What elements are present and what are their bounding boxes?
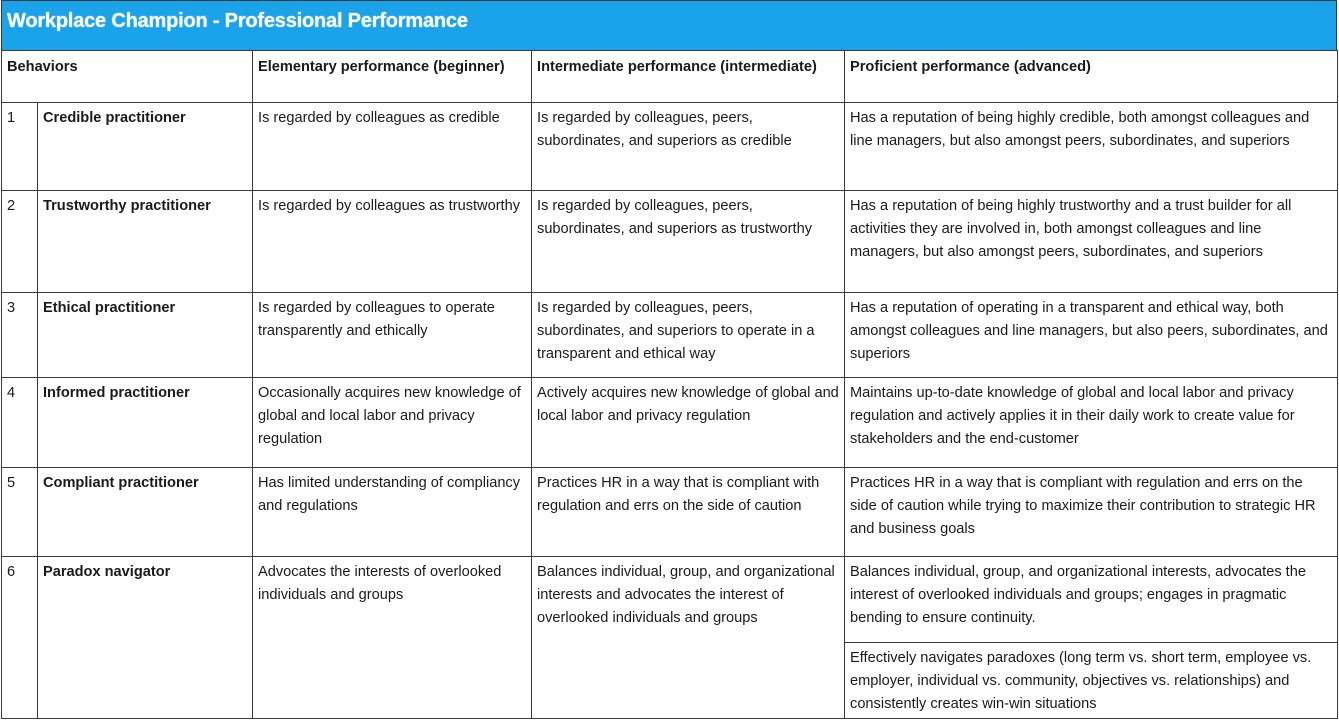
elementary-cell: Advocates the interests of overlooked individuals and groups [253,557,532,719]
row-number: 4 [2,378,38,468]
performance-sheet [1,0,1337,719]
proficient-cell: Has a reputation of being highly trustworthy and a trust builder for all activities they are involved in, both amongst colleagues and line managers, but also amongst peers, subordinates, and superiors [845,191,1338,293]
table-row [2,378,1338,468]
proficient-cell: Has a reputation of being highly credible, both amongst colleagues and line managers, but also amongst peers, subordinates, and superiors [845,103,1338,191]
behavior-name: Compliant practitioner [38,468,253,557]
intermediate-cell: Is regarded by colleagues, peers, subordinates, and superiors as credible [532,103,845,191]
table-row [2,468,1338,557]
proficient-cell: Balances individual, group, and organizational interests, advocates the interest of overlooked individuals and groups; engages in pragmatic bending to ensure continuity. [845,557,1338,643]
intermediate-cell: Is regarded by colleagues, peers, subordinates, and superiors as trustworthy [532,191,845,293]
row-number: 5 [2,468,38,557]
elementary-cell: Occasionally acquires new knowledge of global and local labor and privacy regulation [253,378,532,468]
elementary-cell: Has limited understanding of compliancy and regulations [253,468,532,557]
behavior-name: Trustworthy practitioner [38,191,253,293]
row-number: 1 [2,103,38,191]
intermediate-cell: Is regarded by colleagues, peers, subordinates, and superiors to operate in a transparent and ethical way [532,293,845,378]
behavior-name: Credible practitioner [38,103,253,191]
proficient-extra-cell: Effectively navigates paradoxes (long term vs. short term, employee vs. employer, individual vs. community, objectives vs. relationships) and consistently creates win-win situations [845,643,1338,719]
proficient-cell: Has a reputation of operating in a transparent and ethical way, both amongst colleagues and line managers, but also peers, subordinates, and superiors [845,293,1338,378]
row-number: 2 [2,191,38,293]
proficient-cell: Maintains up-to-date knowledge of global and local labor and privacy regulation and actively applies it in their daily work to create value for stakeholders and the end-customer [845,378,1338,468]
title-bar [1,0,1337,50]
intermediate-cell: Practices HR in a way that is compliant with regulation and errs on the side of caution [532,468,845,557]
behavior-name: Ethical practitioner [38,293,253,378]
row-number: 6 [2,557,38,719]
behavior-name: Paradox navigator [38,557,253,719]
table-row [2,557,1338,643]
table-row [2,103,1338,191]
performance-table [1,50,1338,719]
elementary-cell: Is regarded by colleagues as credible [253,103,532,191]
table-row [2,191,1338,293]
row-number: 3 [2,293,38,378]
header-proficient: Proficient performance (advanced) [845,51,1338,103]
sheet-title: Workplace Champion - Professional Performance [7,10,468,32]
header-intermediate: Intermediate performance (intermediate) [532,51,845,103]
table-row [2,293,1338,378]
header-row [2,51,1338,103]
intermediate-cell: Balances individual, group, and organizational interests and advocates the interest of overlooked individuals and groups [532,557,845,719]
header-elementary: Elementary performance (beginner) [253,51,532,103]
intermediate-cell: Actively acquires new knowledge of global and local labor and privacy regulation [532,378,845,468]
proficient-cell: Practices HR in a way that is compliant with regulation and errs on the side of caution while trying to maximize their contribution to strategic HR and business goals [845,468,1338,557]
elementary-cell: Is regarded by colleagues to operate transparently and ethically [253,293,532,378]
header-behaviors: Behaviors [2,51,253,103]
elementary-cell: Is regarded by colleagues as trustworthy [253,191,532,293]
behavior-name: Informed practitioner [38,378,253,468]
